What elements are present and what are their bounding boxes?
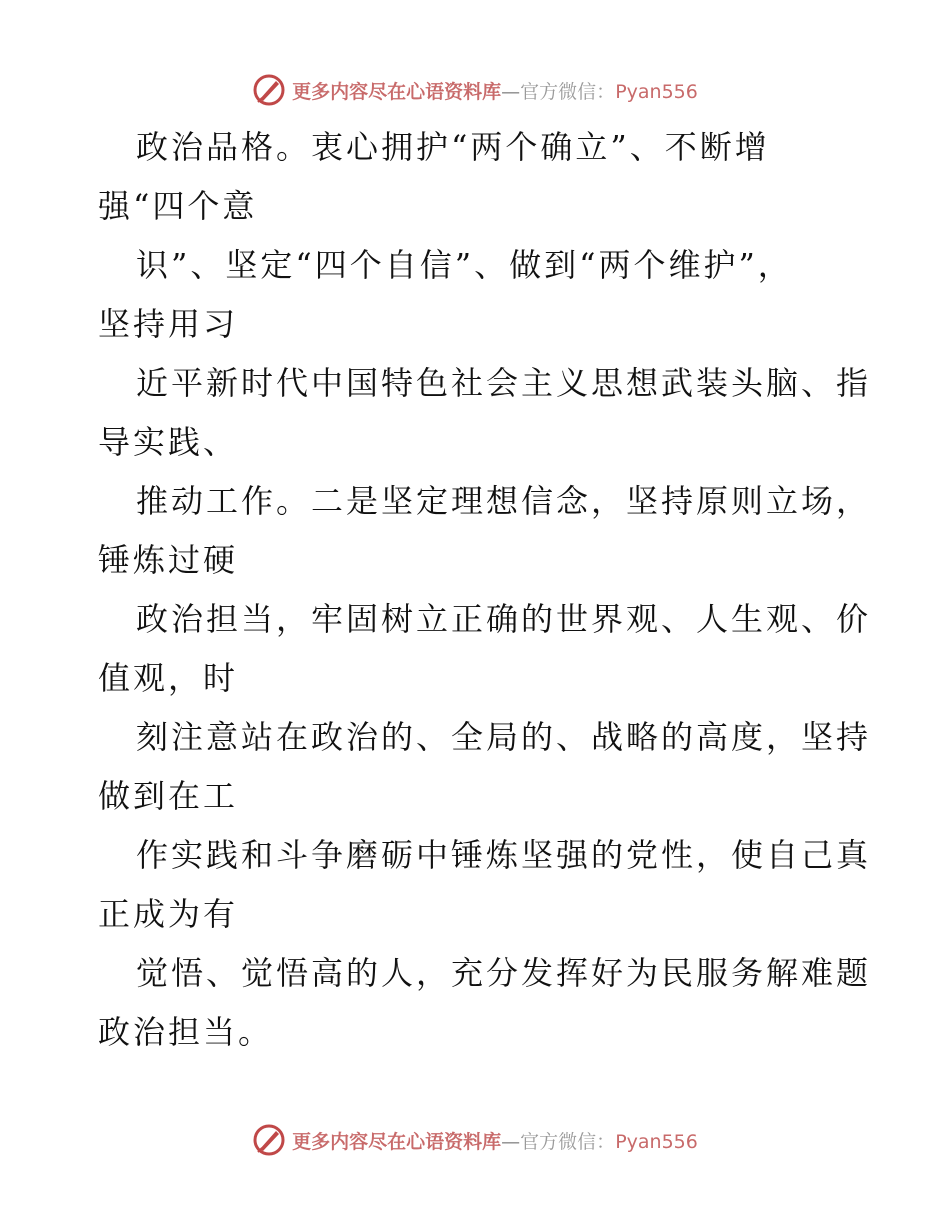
footer-wechat-id: Pyan556 [615, 1130, 698, 1153]
quill-logo-icon [252, 73, 286, 107]
header-wechat-id: Pyan556 [615, 80, 698, 103]
paragraph-line: 值观，时 [98, 659, 239, 697]
paragraph [98, 118, 858, 236]
paragraph [98, 472, 872, 590]
paragraph [98, 944, 872, 1062]
header-dash: — [501, 80, 521, 103]
paragraph-line: 近平新时代中国特色社会主义思想武装头脑、指 [136, 364, 872, 402]
paragraph [98, 708, 872, 826]
paragraph-line: 识”、坚定“四个自信”、做到“两个维护”， [136, 246, 793, 284]
footer-dash: — [501, 1130, 521, 1153]
paragraph-line: 推动工作。二是坚定理想信念，坚持原则立场， [136, 482, 872, 520]
paragraph-line: 刻注意站在政治的、全局的、战略的高度，坚持 [136, 718, 872, 756]
header-banner [0, 70, 950, 110]
header-text [292, 77, 698, 104]
footer-wechat-label: 官方微信： [520, 1130, 616, 1153]
paragraph-line: 强“四个意 [98, 187, 258, 225]
footer-brand-text: 更多内容尽在心语资料库 [292, 1130, 502, 1153]
paragraph-line: 政治担当，牢固树立正确的世界观、人生观、价 [136, 600, 872, 638]
footer-banner [0, 1120, 950, 1160]
header-wechat-label: 官方微信： [520, 80, 616, 103]
paragraph-line: 觉悟、觉悟高的人，充分发挥好为民服务解难题 [136, 954, 872, 992]
paragraph-line: 正成为有 [98, 895, 239, 933]
header-brand-text: 更多内容尽在心语资料库 [292, 80, 502, 103]
document-body [98, 118, 872, 1062]
paragraph-line: 政治品格。衷心拥护“两个确立”、不断增 [136, 128, 770, 166]
paragraph [98, 354, 872, 472]
paragraph-line: 锤炼过硬 [98, 541, 239, 579]
paragraph [98, 236, 858, 354]
paragraph [98, 826, 872, 944]
paragraph-line: 作实践和斗争磨砺中锤炼坚强的党性，使自己真 [136, 836, 872, 874]
paragraph-line: 坚持用习 [98, 305, 239, 343]
paragraph-line: 导实践、 [98, 423, 239, 461]
paragraph [98, 590, 872, 708]
paragraph-line: 政治担当。 [98, 1013, 274, 1051]
quill-logo-icon [252, 1123, 286, 1157]
paragraph-line: 做到在工 [98, 777, 239, 815]
footer-text [292, 1127, 698, 1154]
